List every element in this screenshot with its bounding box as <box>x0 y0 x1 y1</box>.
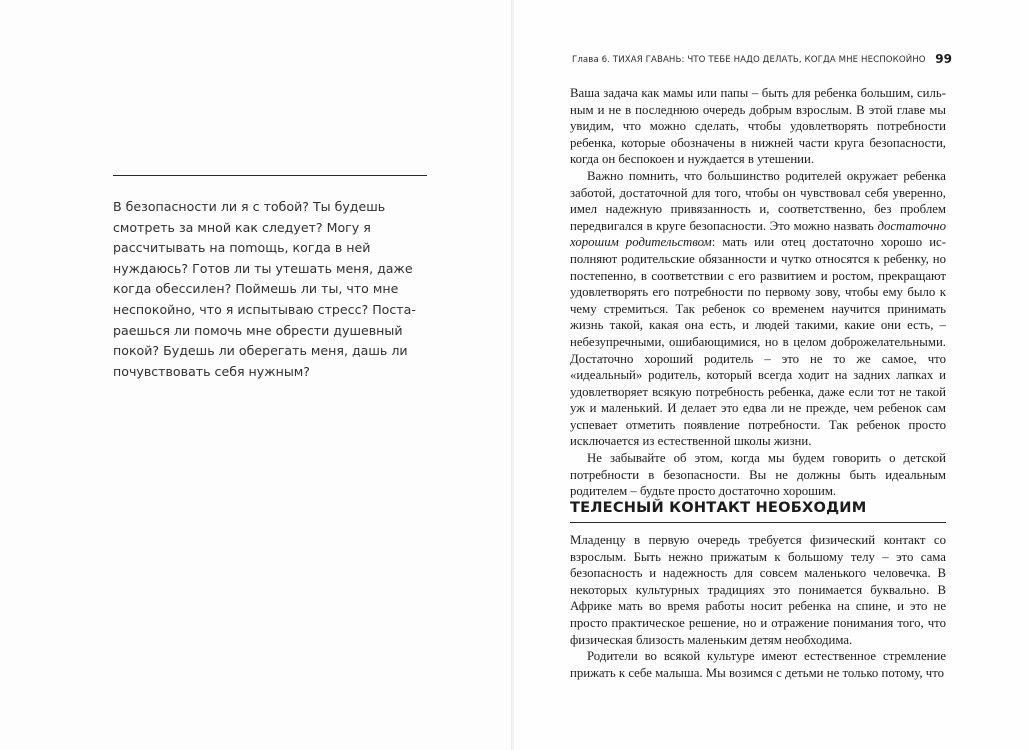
running-head: Глава 6. ТИХАЯ ГАВАНЬ: ЧТО ТЕБЕ НАДО ДЕЛАТЬ, КОГДА МНЕ НЕСПОКОЙНО <box>572 55 926 65</box>
paragraph-2-start: Важно помнить, что большинство родителей окружает ребенка заботой, достаточной для того, чтобы он чувствовал себя уверенно, имел надежную привязанность и, соответственно, без проблем передвигался в круге безопасности. Это можно назвать <box>570 168 946 233</box>
body-text-top <box>570 85 946 500</box>
left-page <box>0 0 512 750</box>
paragraph-2-end: : мать или отец достаточно хорошо исполняют родительские обязанности и чутко относятся к ребенку, но постепенно, в соответствии с его развитием и ростом, прекращают удовлетворять его потребности по первому зову, чтобы ему было к чему стремиться. Так ребенок со временем научится принимать жизнь такой, какая она есть, и людей такими, какие они есть, – небезупречными, ошибающимися, но в целом доброжелательными. Достаточно хороший родитель – это не то же самое, что «идеальный» родитель, который всегда ходит на задних лапках и удовлетворяет всякую потребность ребенка, даже если тот не такой уж и маленький. И делает это едва ли не прежде, чем ребенок сам успевает отметить появление потребности. Так ребенок просто исключается из естественной школы жизни. <box>570 235 946 449</box>
paragraph-3: Не забывайте об этом, когда мы будем говорить о детской потребности в безопасности. Вы не должны быть идеальным родителем – будьте просто достаточно хорошим. <box>570 451 946 499</box>
epigraph-text: В безопасности ли я с тобой? Ты будешь смотреть за мной как следует? Могу я рассчитывать на поmощь, когда в ней нуждаюсь? Готов ли ты утешать меня, даже когда обессилен? Поймешь ли ты, что мне неспокойно, что я испытываю стресс? Постараешься ли помочь мне обрести душевный покой? Будешь ли оберегать меня, дашь ли почувствовать себя нужным? <box>113 199 416 379</box>
paragraph-2-emphasis: достаточно хорошим родительством <box>570 218 946 250</box>
epigraph-rule <box>113 175 427 176</box>
section-heading: ТЕЛЕСНЫЙ КОНТАКТ НЕОБХОДИМ <box>570 499 867 516</box>
paragraph-1: Ваша задача как мамы или папы – быть для ребенка большим, сильным и не в последнюю очередь добрым взрослым. В этой главе мы увидим, что можно сделать, чтобы удовлетворять потребности ребенка, которые обозначены в нижней части круга безопасности, когда он беспокоен и нуждается в утешении. <box>570 86 946 167</box>
paragraph-5: Родители во всякой культуре имеют естественное стремление прижать к себе малыша. Мы возимся с детьми не только потому, что <box>570 649 946 680</box>
paragraph-2 <box>570 168 946 450</box>
paragraph-4: Младенцу в первую очередь требуется физический контакт со взрослым. Быть нежно прижатым к большому телу – это сама безопасность и надежность для совсем маленького человечка. В некоторых культурных традициях это понимается буквально. В Африке мать во время работы носит ребенка на спине, и это не просто практическое решение, но и отражение понимания того, что физическая близость маленьким детям необходима. <box>570 533 946 647</box>
body-text-bottom <box>570 532 946 681</box>
page-number: 99 <box>935 52 952 66</box>
section-heading-rule <box>570 522 946 523</box>
